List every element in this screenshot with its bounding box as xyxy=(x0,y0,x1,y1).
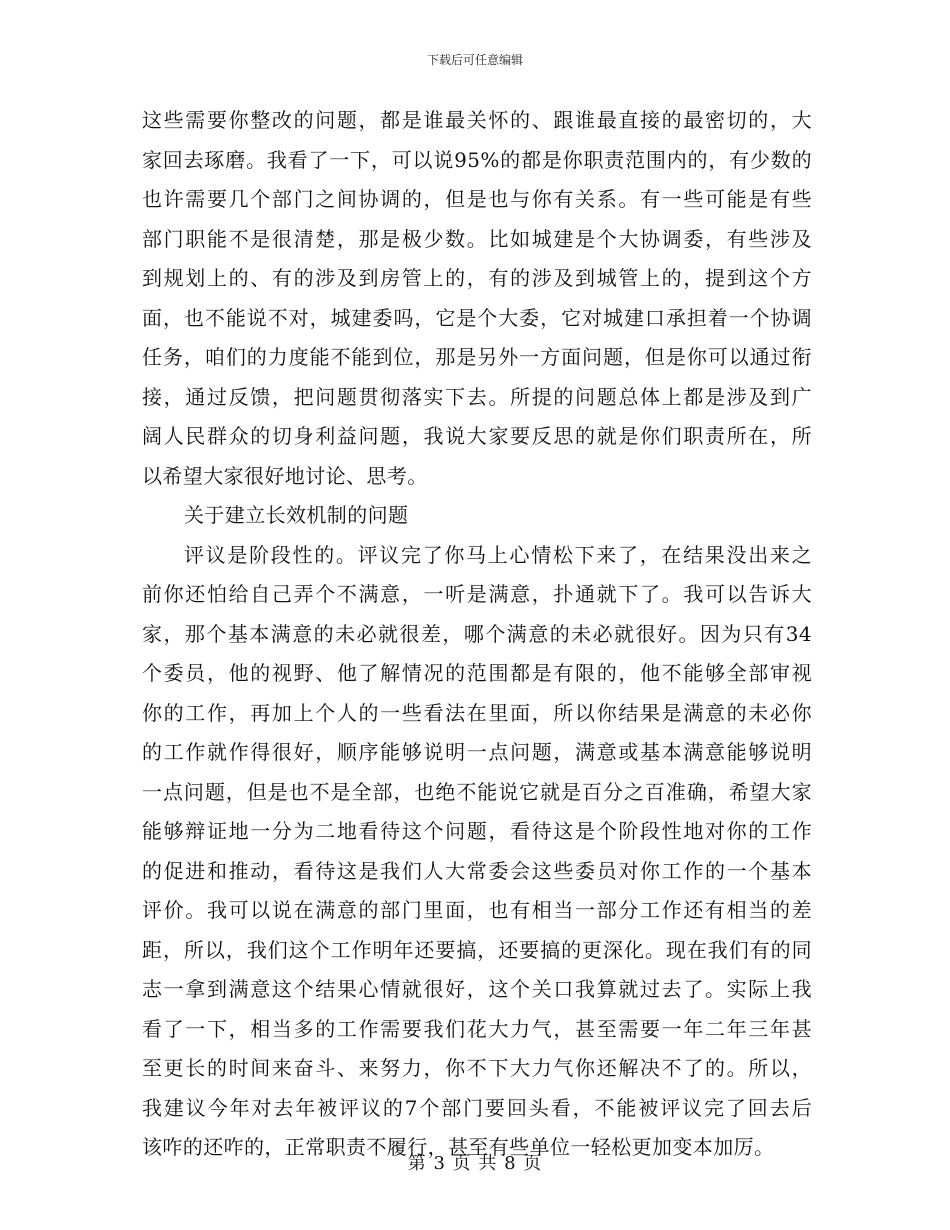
text-line: 这些需要你整改的问题，都是谁最关怀的、跟谁最直接的最密切的，大 xyxy=(142,108,812,132)
page-number-footer: 第 3 页 共 8 页 xyxy=(407,1153,543,1174)
paragraph-1 xyxy=(142,101,812,496)
page-header: 下载后可任意编辑 xyxy=(426,53,523,67)
section-heading xyxy=(142,496,812,536)
text-line: 家，那个基本满意的未必就很差，哪个满意的未必就很好。因为只有34 xyxy=(142,621,812,646)
paragraph-2 xyxy=(142,536,812,1168)
text-line: 志一拿到满意这个结果心情就很好，这个关口我算就过去了。实际上我 xyxy=(142,977,812,1001)
text-line: 一点问题，但是也不是全部，也绝不能说它就是百分之百准确，希望大家 xyxy=(142,779,812,804)
text-line: 该咋的还咋的，正常职责不履行，甚至有些单位一轻松更加变本加厉。 xyxy=(142,1135,775,1159)
document-body xyxy=(142,101,812,1168)
text-line: 个委员，他的视野、他了解情况的范围都是有限的，他不能够全部审视 xyxy=(142,661,812,685)
text-line: 任务，咱们的力度能不能到位，那是另外一方面问题，但是你可以通过衔 xyxy=(142,345,812,369)
text-line: 评价。我可以说在满意的部门里面，也有相当一部分工作还有相当的差 xyxy=(142,898,812,922)
text-line: 家回去琢磨。我看了一下，可以说95%的都是你职责范围内的，有少数的 xyxy=(142,147,812,172)
heading-line: 关于建立长效机制的问题 xyxy=(184,503,409,527)
text-line: 接，通过反馈，把问题贯彻落实下去。所提的问题总体上都是涉及到广 xyxy=(142,384,812,409)
text-line: 看了一下，相当多的工作需要我们花大力气，甚至需要一年二年三年甚 xyxy=(142,1016,812,1041)
text-line: 前你还怕给自己弄个不满意，一听是满意，扑通就下了。我可以告诉大 xyxy=(142,582,812,606)
text-line: 的促进和推动，看待这是我们人大常委会这些委员对你工作的一个基本 xyxy=(142,858,812,883)
text-line: 你的工作，再加上个人的一些看法在里面，所以你结果是满意的未必你 xyxy=(142,700,812,725)
text-line: 以希望大家很好地讨论、思考。 xyxy=(142,463,428,488)
text-line: 面，也不能说不对，城建委吗，它是个大委，它对城建口承担着一个协调 xyxy=(142,305,812,330)
text-line: 距，所以，我们这个工作明年还要搞，还要搞的更深化。现在我们有的同 xyxy=(142,937,812,962)
text-line: 至更长的时间来奋斗、来努力，你不下大力气你还解决不了的。所以， xyxy=(142,1056,812,1080)
text-line: 到规划上的、有的涉及到房管上的，有的涉及到城管上的，提到这个方 xyxy=(142,266,812,290)
text-line: 阔人民群众的切身利益问题，我说大家要反思的就是你们职责所在，所 xyxy=(142,424,812,448)
text-line: 也许需要几个部门之间协调的，但是也与你有关系。有一些可能是有些 xyxy=(142,187,812,211)
text-line: 部门职能不是很清楚，那是极少数。比如城建是个大协调委，有些涉及 xyxy=(142,226,812,251)
text-line: 能够辩证地一分为二地看待这个问题，看待这是个阶段性地对你的工作 xyxy=(142,819,812,843)
text-line: 评议是阶段性的。评议完了你马上心情松下来了，在结果没出来之 xyxy=(184,542,812,567)
text-line: 我建议今年对去年被评议的7个部门要回头看，不能被评议完了回去后 xyxy=(142,1095,812,1120)
text-line: 的工作就作得很好，顺序能够说明一点问题，满意或基本满意能够说明 xyxy=(142,740,812,764)
